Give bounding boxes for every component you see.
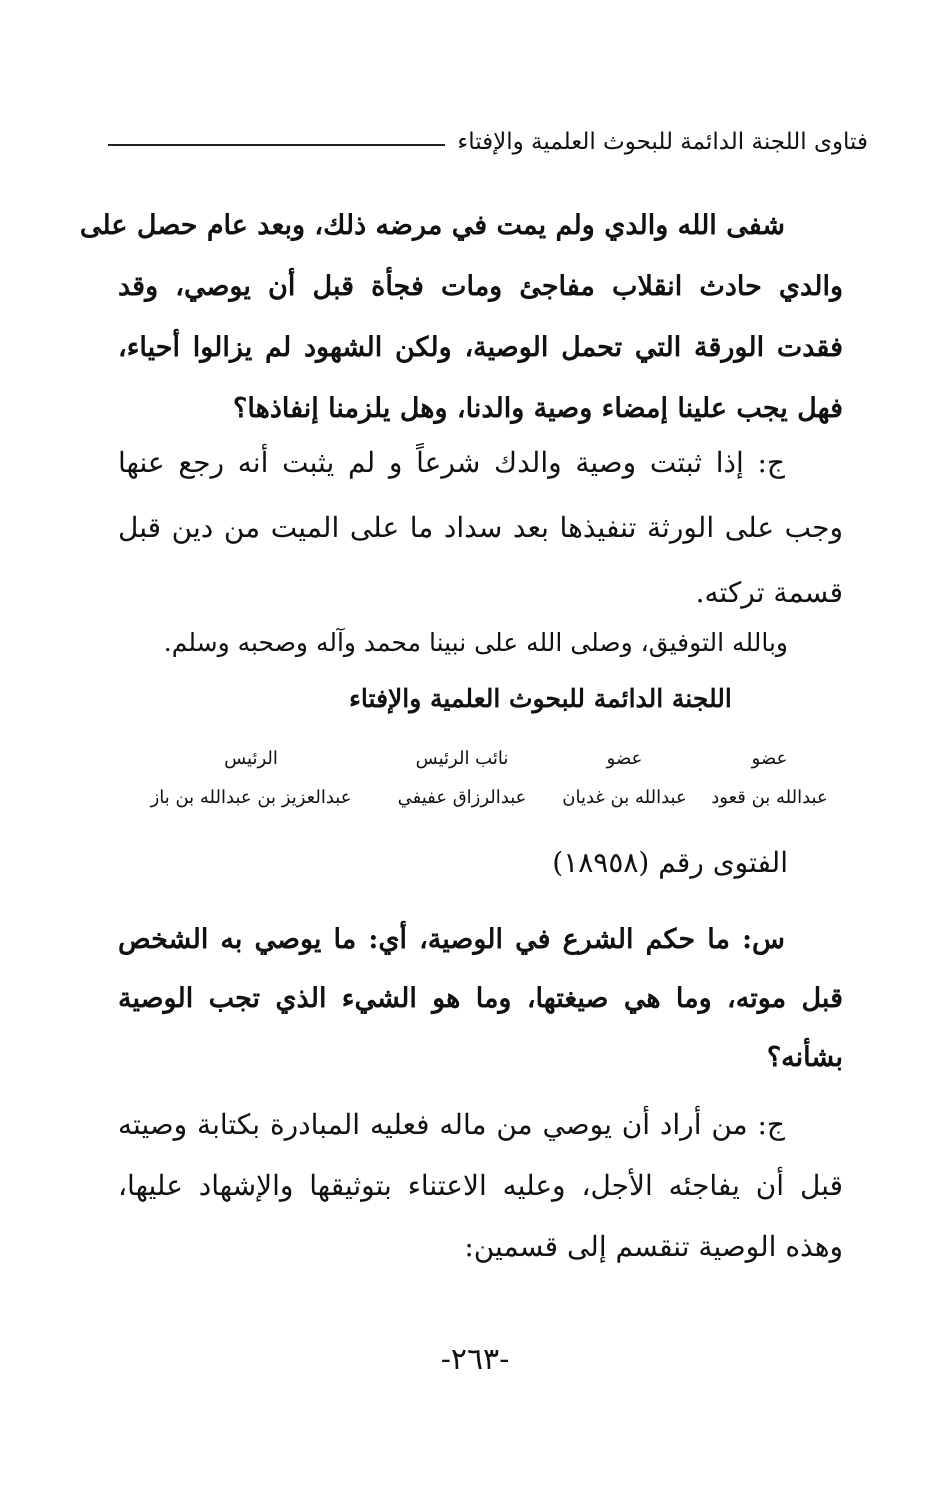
answer-1-line: وجب على الورثة تنفيذها بعد سداد ما على الميت من دين قبل <box>118 511 843 544</box>
question-2 <box>118 910 843 1087</box>
signatories <box>130 742 842 820</box>
answer-2-line: قبل أن يفاجئه الأجل، وعليه الاعتناء بتوثيقها والإشهاد عليها، <box>118 1169 843 1202</box>
fatwa-number: الفتوى رقم (١٨٩٥٨) <box>552 846 788 879</box>
answer-1-line: ج: إذا ثبتت وصية والدك شرعاً و لم يثبت أنه رجع عنها <box>118 446 785 479</box>
member-role: نائب الرئيس <box>415 748 509 769</box>
question-1-line: فهل يجب علينا إمضاء وصية والدنا، وهل يلزمنا إنفاذها؟ <box>233 393 843 424</box>
member-name: عبدالعزيز بن عبدالله بن باز <box>150 787 352 808</box>
answer-2-line: ج: من أراد أن يوصي من ماله فعليه المبادرة بكتابة وصيته <box>118 1108 785 1141</box>
header-title: فتاوى اللجنة الدائمة للبحوث العلمية والإفتاء <box>457 129 868 155</box>
question-1-line: شفى الله والدي ولم يمت في مرضه ذلك، وبعد عام حصل على <box>79 210 785 241</box>
member-name: عبدالله بن قعود <box>711 787 828 808</box>
member-name: عبدالرزاق عفيفي <box>397 787 527 808</box>
running-header <box>108 122 868 162</box>
member-role: عضو <box>606 748 643 769</box>
member-role: عضو <box>751 748 788 769</box>
answer-1 <box>118 430 843 625</box>
page-number: -٢٦٣- <box>440 1342 510 1377</box>
member-role: الرئيس <box>224 748 278 769</box>
question-1 <box>79 195 843 439</box>
answer-1-line: قسمة تركته. <box>695 576 843 609</box>
answer-2 <box>118 1094 843 1277</box>
question-1-line: والدي حادث انقلاب مفاجئ ومات فجأة قبل أن يوصي، وقد <box>118 271 843 302</box>
answer-2-line: وهذه الوصية تنقسم إلى قسمين: <box>464 1230 843 1263</box>
question-1-line: فقدت الورقة التي تحمل الوصية، ولكن الشهود لم يزالوا أحياء، <box>118 332 843 363</box>
question-2-line: قبل موته، وما هي صيغتها، وما هو الشيء الذي تجب الوصية <box>118 983 843 1014</box>
member-name: عبدالله بن غديان <box>562 787 687 808</box>
committee-name: اللجنة الدائمة للبحوث العلمية والإفتاء <box>349 684 732 713</box>
question-2-line: بشأنه؟ <box>766 1042 843 1073</box>
closing-prayer: وبالله التوفيق، وصلى الله على نبينا محمد وآله وصحبه وسلم. <box>163 628 788 657</box>
header-rule <box>108 144 445 146</box>
question-2-line: س: ما حكم الشرع في الوصية، أي: ما يوصي به الشخص <box>118 924 785 955</box>
